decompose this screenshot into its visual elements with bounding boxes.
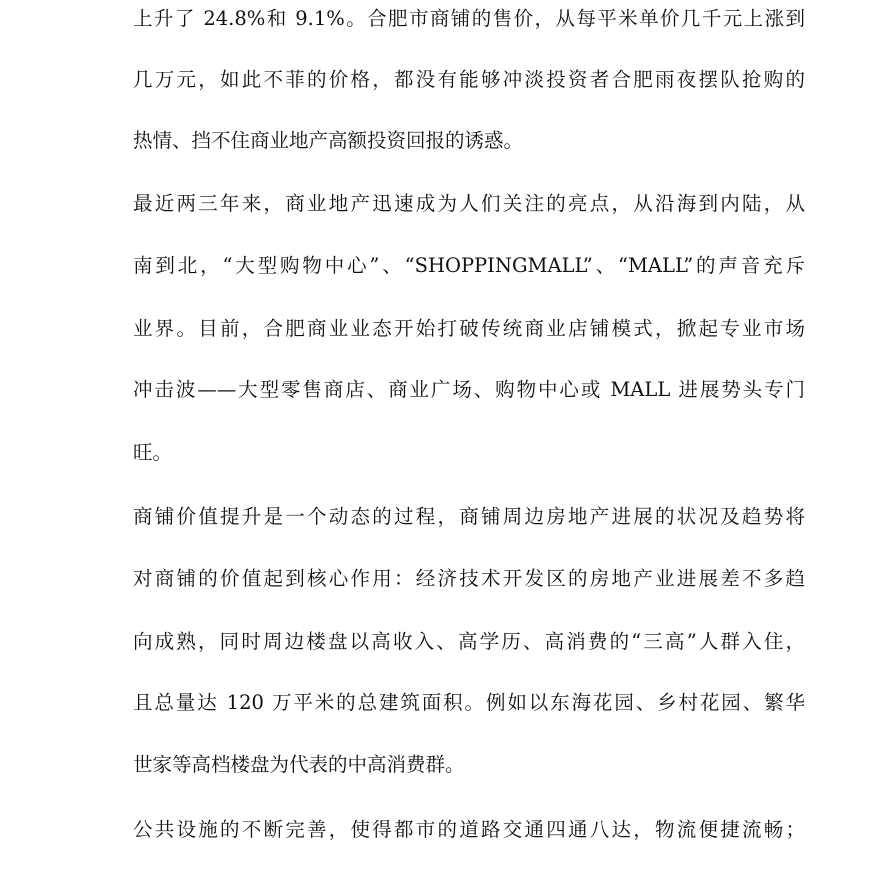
text-line: 世家等高档楼盘为代表的中高消费群。 xyxy=(133,753,465,776)
text-line: 且总量达 120 万平米的总建筑面积。例如以东海花园、乡村花园、繁华 xyxy=(133,691,805,714)
text-line: 冲击波——大型零售商店、商业广场、购物中心或 MALL 进展势头专门 xyxy=(133,378,805,401)
text-line: 热情、挡不住商业地产高额投资回报的诱惑。 xyxy=(133,129,524,152)
text-line: 南到北，“大型购物中心”、“SHOPPINGMALL”、“MALL”的声音充斥 xyxy=(133,254,805,277)
text-line: 最近两三年来，商业地产迅速成为人们关注的亮点，从沿海到内陆，从 xyxy=(133,192,805,215)
text-line: 上升了 24.8%和 9.1%。合肥市商铺的售价，从每平米单价几千元上涨到 xyxy=(133,7,805,30)
text-line: 商铺价值提升是一个动态的过程，商铺周边房地产进展的状况及趋势将 xyxy=(133,505,805,528)
text-line: 向成熟，同时周边楼盘以高收入、高学历、高消费的“三高”人群入住， xyxy=(133,630,805,653)
text-line: 几万元，如此不菲的价格，都没有能够冲淡投资者合肥雨夜摆队抢购的 xyxy=(133,68,805,91)
text-line: 旺。 xyxy=(133,441,173,464)
text-line: 对商铺的价值起到核心作用：经济技术开发区的房地产业进展差不多趋 xyxy=(133,567,805,590)
text-line: 公共设施的不断完善，使得都市的道路交通四通八达，物流便捷流畅； xyxy=(133,818,805,841)
text-line: 业界。目前，合肥商业业态开始打破传统商业店铺模式，掀起专业市场 xyxy=(133,317,805,340)
